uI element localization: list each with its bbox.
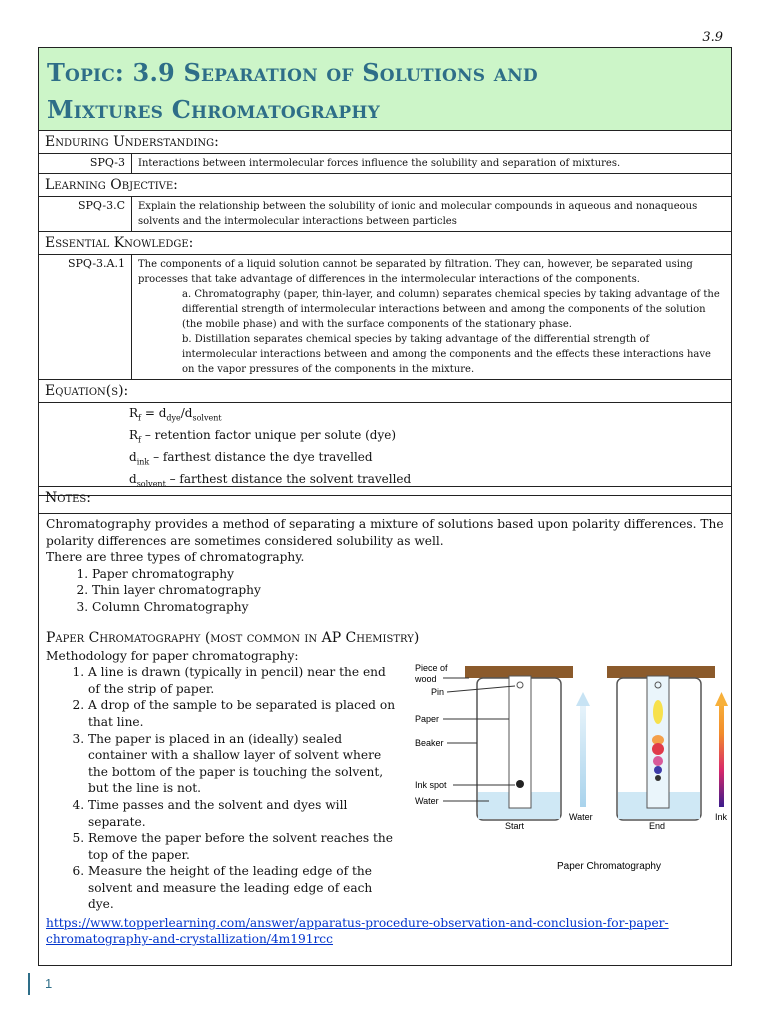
enduring-text: Interactions between intermolecular forces influence the solubility and separation of mixtures. (132, 154, 732, 174)
list-item: 2. A drop of the sample to be separated is placed on that line. (88, 697, 396, 730)
rf-equation: $R_f = d_{dye}/d_{solvent}$ (129, 406, 222, 423)
label-start: Start (505, 821, 525, 831)
dye-dark (655, 775, 661, 781)
label-water-arrow: Water (569, 812, 593, 822)
label-wood: wood (415, 674, 437, 684)
enduring-code: SPQ-3 (39, 154, 132, 174)
water-arrow (580, 702, 586, 807)
dye-pink (653, 756, 663, 766)
ink-arrow (719, 702, 724, 807)
label-ink: Ink (715, 812, 728, 822)
dye-red (652, 743, 664, 755)
types-intro: There are three types of chromatography. (46, 550, 305, 565)
page-reference: 3.9 (702, 30, 723, 45)
label-beaker: Beaker (415, 738, 444, 748)
essential-knowledge-heading: Essential Knowledge: (39, 232, 732, 255)
list-item: 4. Time passes and the solvent and dyes will separate. (88, 797, 396, 830)
method-steps (46, 664, 396, 913)
equations-heading: Equation(s): (39, 380, 732, 403)
essential-item-a: a. Chromatography (paper, thin-layer, and column) separates chemical species by taking advantage of the differential strength of intermolecular interactions between and among the components of the solution (the mobile phase) and with the surface components of the stationary phase. (182, 289, 720, 330)
list-item: 2. Thin layer chromatography (92, 582, 724, 599)
footer-bar (28, 973, 30, 995)
notes-box (38, 486, 732, 966)
essential-item-b: b. Distillation separates chemical species by taking advantage of the differential strength of intermolecular interactions between and among the components and the effects these interactions have on the vapor pressures of the components in the mixture. (182, 334, 711, 375)
objective-text: Explain the relationship between the solubility of ionic and molecular compounds in aqueous and nonaqueous solvents and the intermolecular interactions between particles (132, 197, 732, 232)
list-item: 3. The paper is placed in an (ideally) sealed container with a shallow layer of solvent where the bottom of the paper is touching the solvent, but the line is not. (88, 731, 396, 797)
list-item: 5. Remove the paper before the solvent reaches the top of the paper. (88, 830, 396, 863)
page-number: 1 (45, 976, 53, 991)
essential-intro: The components of a liquid solution cannot be separated by filtration. They can, however, be separated using processes that take advantage of differences in the intermolecular interactions of the components. (138, 259, 693, 285)
title-cell (39, 48, 732, 131)
ink-spot-start (516, 780, 524, 788)
notes-intro: Chromatography provides a method of separating a mixture of solutions based upon polarity differences. The polarity differences are sometimes considered solubility as well. (46, 517, 724, 548)
topic-table (38, 47, 732, 496)
list-item: 1. Paper chromatography (92, 566, 724, 583)
learning-objective-heading: Learning Objective: (39, 174, 732, 197)
figure-caption: Paper Chromatography (557, 861, 661, 872)
paper-strip-start (509, 676, 531, 808)
rf-definition: $R_f$ – retention factor unique per solute (dye) (129, 427, 397, 445)
list-item: 6. Measure the height of the leading edge of the solvent and measure the leading edge of each dye. (88, 863, 396, 913)
list-item: 1. A line is drawn (typically in pencil) near the end of the strip of paper. (88, 664, 396, 697)
equations-block (39, 403, 732, 496)
types-list (46, 566, 724, 616)
topic-title-line2: Mixtures Chromatography (47, 95, 380, 124)
label-water: Water (415, 796, 439, 806)
reference-link[interactable]: https://www.topperlearning.com/answer/apparatus-procedure-observation-and-conclusion-for-paper-chromatography-and-crystallization/4m191rcc (46, 916, 669, 947)
method-intro: Methodology for paper chromatography: (46, 648, 299, 663)
topic-title-line1: Topic: 3.9 Separation of Solutions and (47, 58, 538, 87)
label-piece-of: Piece of (415, 663, 448, 673)
label-ink-spot: Ink spot (415, 780, 447, 790)
dye-blue (654, 766, 662, 774)
dink-definition: $d_{ink}$ – farthest distance the dye travelled (129, 449, 373, 467)
dye-yellow (653, 700, 663, 724)
enduring-understanding-heading: Enduring Understanding: (39, 131, 732, 154)
dsolvent-definition: $d_{solvent}$ – farthest distance the solvent travelled (129, 471, 412, 489)
list-item: 3. Column Chromatography (92, 599, 724, 616)
essential-text (132, 255, 732, 380)
label-pin: Pin (431, 687, 445, 697)
notes-heading: Notes: (39, 487, 731, 514)
paper-chromatography-figure (409, 662, 729, 877)
label-paper: Paper (415, 714, 440, 724)
objective-code: SPQ-3.C (39, 197, 132, 232)
label-end: End (649, 821, 666, 831)
essential-code: SPQ-3.A.1 (39, 255, 132, 380)
paper-chromatography-heading: Paper Chromatography (most common in AP Chemistry) (46, 629, 420, 646)
